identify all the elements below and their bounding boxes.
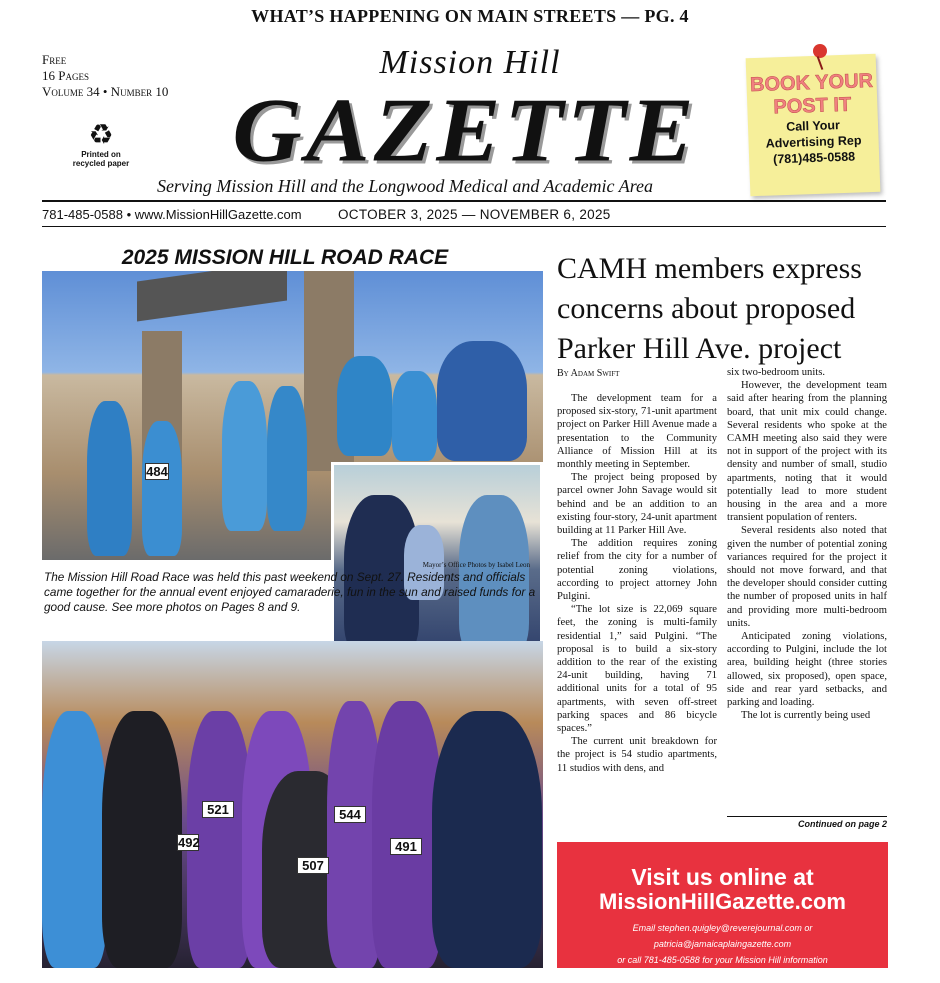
runner-figure: [432, 711, 542, 968]
ad-email-line[interactable]: Email stephen.quigley@reverejournal.com or: [632, 923, 813, 933]
runner-bib: 484: [146, 464, 168, 479]
continued-link[interactable]: Continued on page 2: [727, 816, 887, 829]
article-byline: By Adam Swift: [557, 368, 620, 379]
ad-website-link[interactable]: MissionHillGazette.com: [599, 889, 846, 914]
post-it-rep: Advertising Rep: [765, 133, 862, 151]
post-it-call: Call Your: [785, 118, 841, 134]
issue-meta: [42, 52, 168, 100]
article-paragraph: Anticipated zoning violations, according to Pulgini, include the lot area, building height (three stories allowed, six proposed), open space, side and rear yard setbacks, and parking and loading.: [727, 631, 887, 709]
teaser-headline[interactable]: WHAT’S HAPPENING ON MAIN STREETS — PG. 4: [251, 6, 689, 26]
article-paragraph: However, the development team said after hearing from the planning board, that unit mix could change. Several residents who spoke at the CAMH meeting also said they were not in support of the project with its density and number of small, studio apartments, noting that it would potentially lead to more student housing in the area and a more transient population of renters.: [727, 380, 887, 524]
recycle-label: Printed on recycled paper: [72, 150, 130, 168]
runner-bib: 507: [297, 857, 329, 874]
post-it-ad[interactable]: [746, 54, 881, 196]
runner-figure: [267, 386, 307, 531]
runner-figure: [42, 711, 107, 968]
masthead-rule-bottom: [42, 226, 886, 227]
website-ad[interactable]: [557, 842, 888, 968]
race-photo-group[interactable]: [42, 641, 543, 968]
recycled-paper-badge: [66, 120, 136, 168]
runner-bib: 521: [202, 801, 234, 818]
recycle-icon: ♻: [88, 119, 114, 150]
ad-visit-text: Visit us online at: [631, 864, 814, 890]
post-it-book: BOOK YOUR: [749, 69, 874, 97]
pushpin-icon: [813, 44, 827, 58]
race-heading: 2025 MISSION HILL ROAD RACE: [121, 246, 449, 269]
runner-figure: [222, 381, 267, 531]
masthead-gazette: GAZETTE: [232, 78, 698, 181]
photo-credit: Mayor’s Office Photos by Isabel Leon: [422, 561, 530, 569]
article-column-1: [557, 392, 717, 775]
article-paragraph: six two-bedroom units.: [727, 367, 825, 378]
article-paragraph: The lot is currently being used: [741, 710, 871, 722]
article-paragraph: The current unit breakdown for the project is 54 studio apartments, 11 studios with dens, and: [557, 736, 717, 774]
ad-email-line-2[interactable]: patricia@jamaicaplaingazette.com: [653, 939, 792, 949]
volume-number: Volume 34 • Number 10: [42, 84, 169, 99]
masthead-rule-top: [42, 200, 886, 202]
masthead-mission-hill: Mission Hill: [379, 44, 561, 81]
post-it-title: POST IT: [773, 93, 852, 119]
runner-figure: [87, 401, 132, 556]
contact-line[interactable]: 781-485-0588 • www.MissionHillGazette.com: [42, 207, 302, 222]
article-paragraph: Several residents also noted that given the number of potential zoning variances required for the project it should not move forward, and that the developer should consider cutting the number of proposed units in half and providing more multi-bedroom units.: [727, 525, 887, 629]
official-figure: [337, 356, 392, 456]
article-headline[interactable]: CAMH members express concerns about proposed Parker Hill Ave. project: [557, 252, 862, 365]
race-arch-sign: [137, 271, 287, 322]
article-paragraph: The project being proposed by parcel owner John Savage would sit behind and be an addition to an existing four-story, 24-unit apartment building at 11 Parker Hill Ave.: [557, 472, 717, 537]
post-it-phone: (781)485-0588: [772, 149, 856, 167]
runner-bib: 491: [390, 838, 422, 855]
runner-bib: 492: [178, 835, 200, 850]
page-count: 16 Pages: [42, 68, 89, 83]
official-figure: [437, 341, 527, 461]
runner-figure: [142, 421, 182, 556]
article-column-2: [727, 366, 887, 722]
article-paragraph: The development team for a proposed six-story, 71-unit apartment project on Parker Hill Avenue made a presentation to the Community Alliance of Mission Hill at its monthly meeting in September.: [557, 393, 717, 471]
article-paragraph: The addition requires zoning relief from the city for a number of potential zoning violations, according to project attorney John Pulgini.: [557, 538, 717, 603]
race-caption: The Mission Hill Road Race was held this past weekend on Sept. 27. Residents and officials came together for the annual event enjoyed camaraderie, fun in the sun and raised funds for a good cause. See more photos on Pages 8 and 9.: [44, 570, 536, 614]
issue-dates: OCTOBER 3, 2025 — NOVEMBER 6, 2025: [338, 207, 611, 222]
runner-bib: 544: [334, 806, 366, 823]
article-paragraph: “The lot size is 22,069 square feet, the zoning is multi-family residential 1,” said Pulgini. “The proposal is to build a six-story addition to the rear of the existing 24-unit building, having 71 additional units for a total of 95 apartments, with seven off-street parking spaces and 86 bicycle spaces.”: [557, 604, 717, 735]
race-photo-mayor[interactable]: [331, 462, 543, 658]
official-figure: [392, 371, 437, 461]
price-label: Free: [42, 52, 67, 67]
runner-figure: [102, 711, 182, 968]
ad-phone-line: or call 781-485-0588 for your Mission Hill information: [617, 955, 828, 965]
masthead-tagline: Serving Mission Hill and the Longwood Medical and Academic Area: [156, 176, 654, 196]
